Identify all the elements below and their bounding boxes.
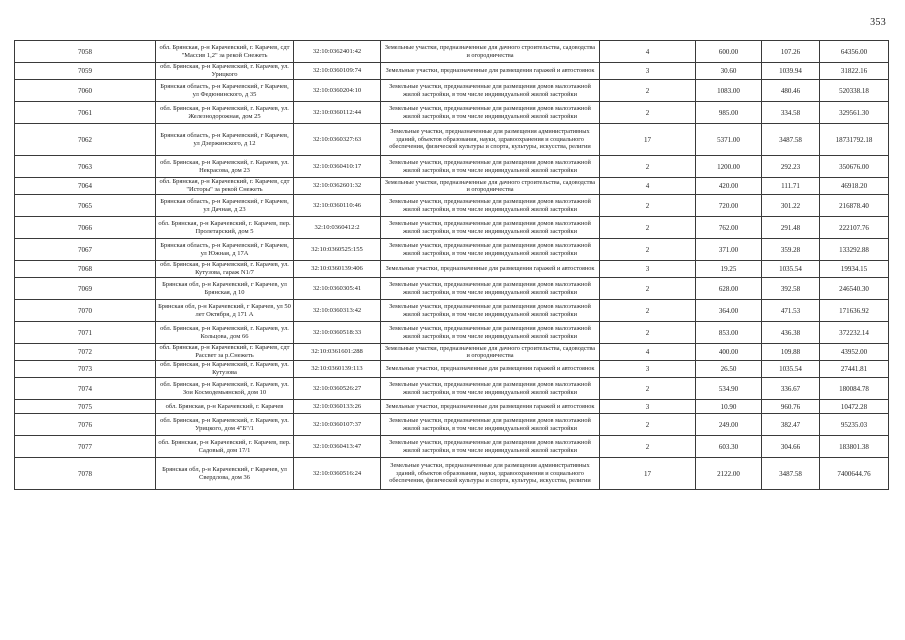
land-use-category: Земельные участки, предназначенные для размещения домов малоэтажной жилой застройки, в том числе индивидуальной жилой застройки <box>381 322 600 344</box>
cadastral-number: 32:10:0360204:10 <box>294 80 381 102</box>
table-row <box>15 239 889 261</box>
cadastral-number: 32:10:0360110:46 <box>294 195 381 217</box>
specific-value: 1039.94 <box>762 63 820 80</box>
land-use-category: Земельные участки, предназначенные для дачного строительства, садоводства и огородничества <box>381 344 600 361</box>
category-code: 17 <box>600 124 696 156</box>
specific-value: 1035.54 <box>762 361 820 378</box>
cadastral-value: 46918.20 <box>820 178 889 195</box>
cadastral-value: 329561.30 <box>820 102 889 124</box>
cadastral-value: 246540.30 <box>820 278 889 300</box>
category-code: 2 <box>600 300 696 322</box>
row-number: 7065 <box>15 195 156 217</box>
table-row <box>15 41 889 63</box>
category-code: 2 <box>600 414 696 436</box>
address-cell: обл. Брянская, р-н Карачевский, г. Карачев, ул. Некрасова, дом 23 <box>156 156 294 178</box>
category-code: 3 <box>600 261 696 278</box>
table-row <box>15 195 889 217</box>
cadastral-value: 171636.92 <box>820 300 889 322</box>
category-code: 3 <box>600 400 696 414</box>
row-number: 7067 <box>15 239 156 261</box>
cadastral-number: 32:10:0361601:288 <box>294 344 381 361</box>
table-row <box>15 102 889 124</box>
category-code: 4 <box>600 344 696 361</box>
area-value: 628.00 <box>696 278 762 300</box>
category-code: 2 <box>600 102 696 124</box>
row-number: 7061 <box>15 102 156 124</box>
row-number: 7072 <box>15 344 156 361</box>
land-use-category: Земельные участки, предназначенные для размещения гаражей и автостоянок <box>381 400 600 414</box>
table-row <box>15 63 889 80</box>
area-value: 19.25 <box>696 261 762 278</box>
table-row <box>15 124 889 156</box>
cadastral-value: 222107.76 <box>820 217 889 239</box>
cadastral-value: 10472.28 <box>820 400 889 414</box>
cadastral-number: 32:10:0360109:74 <box>294 63 381 80</box>
area-value: 985.00 <box>696 102 762 124</box>
land-use-category: Земельные участки, предназначенные для размещения гаражей и автостоянок <box>381 361 600 378</box>
row-number: 7070 <box>15 300 156 322</box>
cadastral-value: 31822.16 <box>820 63 889 80</box>
row-number: 7077 <box>15 436 156 458</box>
cadastral-value: 7400644.76 <box>820 458 889 490</box>
address-cell: обл. Брянская, р-н Карачевский, г. Карачев, сдт "Массив 1,2" за рекой Снежеть <box>156 41 294 63</box>
cadastral-value: 19934.15 <box>820 261 889 278</box>
address-cell: Брянская область, р-н Карачевский, г Карачев, ул Дзержинского, д 12 <box>156 124 294 156</box>
area-value: 364.00 <box>696 300 762 322</box>
cadastral-number: 32:10:0360410:17 <box>294 156 381 178</box>
address-cell: Брянская обл, р-н Карачевский, г Карачев, ул Свердлова, дом 36 <box>156 458 294 490</box>
row-number: 7063 <box>15 156 156 178</box>
table-row <box>15 436 889 458</box>
land-use-category: Земельные участки, предназначенные для размещения домов малоэтажной жилой застройки, в том числе индивидуальной жилой застройки <box>381 102 600 124</box>
address-cell: обл. Брянская, р-н Карачевский, г. Карачев, сдт "Исторы" за рекой Снежеть <box>156 178 294 195</box>
cadastral-value: 43952.00 <box>820 344 889 361</box>
area-value: 30.60 <box>696 63 762 80</box>
cadastral-number: 32:10:0360305:41 <box>294 278 381 300</box>
cadastral-number: 32:10:0360139:406 <box>294 261 381 278</box>
land-use-category: Земельные участки, предназначенные для размещения домов малоэтажной жилой застройки, в том числе индивидуальной жилой застройки <box>381 195 600 217</box>
land-use-category: Земельные участки, предназначенные для дачного строительства, садоводства и огородничества <box>381 41 600 63</box>
specific-value: 436.38 <box>762 322 820 344</box>
category-code: 2 <box>600 436 696 458</box>
land-use-category: Земельные участки, предназначенные для размещения домов малоэтажной жилой застройки, в том числе индивидуальной жилой застройки <box>381 436 600 458</box>
row-number: 7076 <box>15 414 156 436</box>
specific-value: 111.71 <box>762 178 820 195</box>
area-value: 10.90 <box>696 400 762 414</box>
row-number: 7068 <box>15 261 156 278</box>
category-code: 4 <box>600 41 696 63</box>
row-number: 7075 <box>15 400 156 414</box>
address-cell: обл. Брянская, р-н Карачевский, г. Карачев, ул. Урицкого <box>156 63 294 80</box>
address-cell: Брянская область, р-н Карачевский, г Карачев, ул Южная, д 17А <box>156 239 294 261</box>
area-value: 720.00 <box>696 195 762 217</box>
row-number: 7062 <box>15 124 156 156</box>
cadastral-number: 32:10:0360518:33 <box>294 322 381 344</box>
specific-value: 292.23 <box>762 156 820 178</box>
table-row <box>15 178 889 195</box>
area-value: 26.50 <box>696 361 762 378</box>
row-number: 7059 <box>15 63 156 80</box>
cadastral-value: 183801.38 <box>820 436 889 458</box>
area-value: 249.00 <box>696 414 762 436</box>
land-use-category: Земельные участки, предназначенные для дачного строительства, садоводства и огородничества <box>381 178 600 195</box>
row-number: 7058 <box>15 41 156 63</box>
land-use-category: Земельные участки, предназначенные для размещения домов малоэтажной жилой застройки, в том числе индивидуальной жилой застройки <box>381 156 600 178</box>
area-value: 400.00 <box>696 344 762 361</box>
specific-value: 109.88 <box>762 344 820 361</box>
address-cell: обл. Брянская, р-н Карачевский, г. Карачев, ул. Урицкого, дом 4"Б"/1 <box>156 414 294 436</box>
address-cell: обл. Брянская, р-н Карачевский, г. Карачев, пер. Пролетарский, дом 5 <box>156 217 294 239</box>
area-value: 420.00 <box>696 178 762 195</box>
category-code: 2 <box>600 195 696 217</box>
table-row <box>15 400 889 414</box>
category-code: 2 <box>600 80 696 102</box>
specific-value: 301.22 <box>762 195 820 217</box>
cadastral-number: 32:10:0362401:42 <box>294 41 381 63</box>
table-row <box>15 217 889 239</box>
land-use-category: Земельные участки, предназначенные для размещения домов малоэтажной жилой застройки, в том числе индивидуальной жилой застройки <box>381 80 600 102</box>
cadastral-number: 32:10:0360525:155 <box>294 239 381 261</box>
table-row <box>15 156 889 178</box>
table-row <box>15 322 889 344</box>
category-code: 2 <box>600 378 696 400</box>
cadastral-number: 32:10:0360139:113 <box>294 361 381 378</box>
cadastral-value: 27441.81 <box>820 361 889 378</box>
table-row <box>15 80 889 102</box>
cadastral-number: 32:10:0360112:44 <box>294 102 381 124</box>
cadastral-number: 32:10:0360133:26 <box>294 400 381 414</box>
specific-value: 3487.58 <box>762 458 820 490</box>
row-number: 7069 <box>15 278 156 300</box>
address-cell: обл. Брянская, р-н Карачевский, г. Карачев, ул. Зои Космодемьянской, дом 10 <box>156 378 294 400</box>
specific-value: 3487.58 <box>762 124 820 156</box>
row-number: 7064 <box>15 178 156 195</box>
table-row <box>15 414 889 436</box>
category-code: 17 <box>600 458 696 490</box>
address-cell: обл. Брянская, р-н Карачевский, г. Карачев, ул. Железнодорожная, дом 25 <box>156 102 294 124</box>
land-plots-table <box>14 40 889 490</box>
area-value: 534.90 <box>696 378 762 400</box>
row-number: 7073 <box>15 361 156 378</box>
cadastral-number: 32:10:0360412:2 <box>294 217 381 239</box>
area-value: 853.00 <box>696 322 762 344</box>
land-use-category: Земельные участки, предназначенные для размещения домов малоэтажной жилой застройки, в том числе индивидуальной жилой застройки <box>381 300 600 322</box>
table-row <box>15 261 889 278</box>
address-cell: Брянская обл, р-н Карачевский, г Карачев, ул Брянская, д 10 <box>156 278 294 300</box>
address-cell: Брянская область, р-н Карачевский, г Карачев, ул Дачная, д 23 <box>156 195 294 217</box>
cadastral-number: 32:10:0360526:27 <box>294 378 381 400</box>
category-code: 2 <box>600 156 696 178</box>
area-value: 5371.00 <box>696 124 762 156</box>
specific-value: 480.46 <box>762 80 820 102</box>
cadastral-number: 32:10:0360327:63 <box>294 124 381 156</box>
address-cell: обл. Брянская, р-н Карачевский, г. Карачев <box>156 400 294 414</box>
cadastral-value: 95235.03 <box>820 414 889 436</box>
area-value: 1083.00 <box>696 80 762 102</box>
specific-value: 471.53 <box>762 300 820 322</box>
page-number: 353 <box>870 17 886 28</box>
specific-value: 291.48 <box>762 217 820 239</box>
address-cell: обл. Брянская, р-н Карачевский, г. Карачев, ул. Кутузова, гараж N1/7 <box>156 261 294 278</box>
row-number: 7078 <box>15 458 156 490</box>
cadastral-value: 216878.40 <box>820 195 889 217</box>
specific-value: 304.66 <box>762 436 820 458</box>
cadastral-value: 133292.88 <box>820 239 889 261</box>
area-value: 600.00 <box>696 41 762 63</box>
specific-value: 107.26 <box>762 41 820 63</box>
cadastral-value: 180084.78 <box>820 378 889 400</box>
address-cell: обл. Брянская, р-н Карачевский, г. Карачев, пер. Садовый, дом 17/1 <box>156 436 294 458</box>
category-code: 2 <box>600 278 696 300</box>
land-use-category: Земельные участки, предназначенные для размещения домов малоэтажной жилой застройки, в том числе индивидуальной жилой застройки <box>381 378 600 400</box>
specific-value: 336.67 <box>762 378 820 400</box>
row-number: 7060 <box>15 80 156 102</box>
table-row <box>15 458 889 490</box>
cadastral-value: 18731792.18 <box>820 124 889 156</box>
address-cell: Брянская обл, р-н Карачевский, г Карачев, ул 50 лет Октября, д 171 А <box>156 300 294 322</box>
cadastral-value: 350676.00 <box>820 156 889 178</box>
specific-value: 334.58 <box>762 102 820 124</box>
land-use-category: Земельные участки, предназначенные для размещения административных зданий, объектов образования, науки, здравоохранения и социального обеспечения, физической культуры и спорта, культуры, искусства, религии <box>381 458 600 490</box>
specific-value: 960.76 <box>762 400 820 414</box>
area-value: 371.00 <box>696 239 762 261</box>
address-cell: обл. Брянская, р-н Карачевский, г. Карачев, ул. Кутузова <box>156 361 294 378</box>
cadastral-number: 32:10:0360107:37 <box>294 414 381 436</box>
row-number: 7071 <box>15 322 156 344</box>
category-code: 2 <box>600 239 696 261</box>
land-use-category: Земельные участки, предназначенные для размещения гаражей и автостоянок <box>381 261 600 278</box>
category-code: 4 <box>600 178 696 195</box>
cadastral-number: 32:10:0360313:42 <box>294 300 381 322</box>
table-row <box>15 378 889 400</box>
category-code: 3 <box>600 63 696 80</box>
row-number: 7074 <box>15 378 156 400</box>
specific-value: 392.58 <box>762 278 820 300</box>
cadastral-value: 520338.18 <box>820 80 889 102</box>
row-number: 7066 <box>15 217 156 239</box>
category-code: 3 <box>600 361 696 378</box>
specific-value: 382.47 <box>762 414 820 436</box>
table-row <box>15 361 889 378</box>
area-value: 1200.00 <box>696 156 762 178</box>
cadastral-number: 32:10:0360413:47 <box>294 436 381 458</box>
specific-value: 359.28 <box>762 239 820 261</box>
land-use-category: Земельные участки, предназначенные для размещения гаражей и автостоянок <box>381 63 600 80</box>
area-value: 2122.00 <box>696 458 762 490</box>
specific-value: 1035.54 <box>762 261 820 278</box>
category-code: 2 <box>600 322 696 344</box>
address-cell: Брянская область, р-н Карачевский, г Карачев, ул Федюнинского, д 35 <box>156 80 294 102</box>
land-use-category: Земельные участки, предназначенные для размещения домов малоэтажной жилой застройки, в том числе индивидуальной жилой застройки <box>381 278 600 300</box>
cadastral-number: 32:10:0360516:24 <box>294 458 381 490</box>
land-use-category: Земельные участки, предназначенные для размещения административных зданий, объектов образования, науки, здравоохранения и социального обеспечения, физической культуры и спорта, культуры, искусства, религии <box>381 124 600 156</box>
land-use-category: Земельные участки, предназначенные для размещения домов малоэтажной жилой застройки, в том числе индивидуальной жилой застройки <box>381 414 600 436</box>
area-value: 603.30 <box>696 436 762 458</box>
address-cell: обл. Брянская, р-н Карачевский, г. Карачев, сдт Рассвет за р.Снежеть <box>156 344 294 361</box>
land-use-category: Земельные участки, предназначенные для размещения домов малоэтажной жилой застройки, в том числе индивидуальной жилой застройки <box>381 239 600 261</box>
area-value: 762.00 <box>696 217 762 239</box>
cadastral-value: 64356.00 <box>820 41 889 63</box>
category-code: 2 <box>600 217 696 239</box>
land-use-category: Земельные участки, предназначенные для размещения домов малоэтажной жилой застройки, в том числе индивидуальной жилой застройки <box>381 217 600 239</box>
address-cell: обл. Брянская, р-н Карачевский, г. Карачев, ул. Кольцова, дом 66 <box>156 322 294 344</box>
cadastral-number: 32:10:0362601:32 <box>294 178 381 195</box>
table-row <box>15 344 889 361</box>
cadastral-value: 372232.14 <box>820 322 889 344</box>
table-row <box>15 300 889 322</box>
table-row <box>15 278 889 300</box>
